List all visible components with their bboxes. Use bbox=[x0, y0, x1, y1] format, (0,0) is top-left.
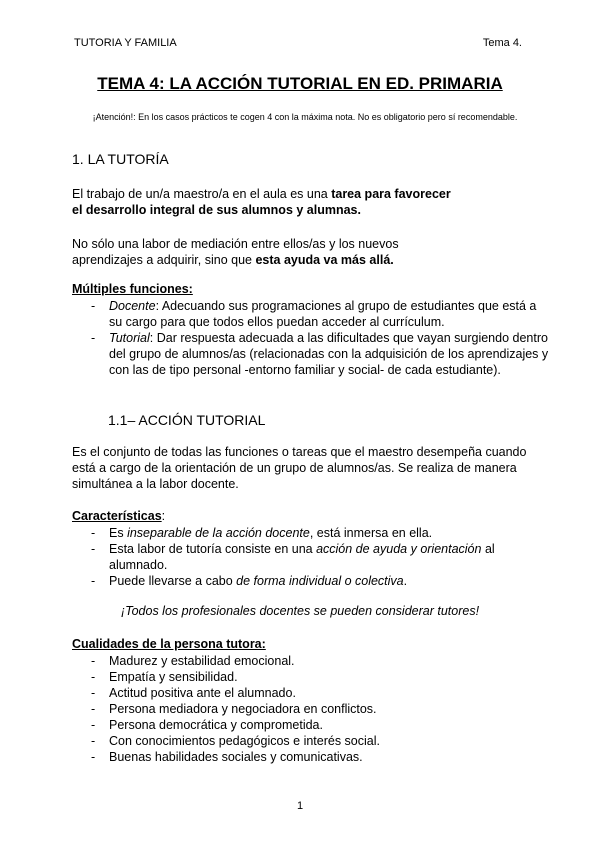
funciones-list bbox=[72, 298, 552, 378]
paragraph-text: No sólo una labor de mediación entre ellos/as y los nuevos bbox=[72, 237, 399, 251]
tutors-quote: ¡Todos los profesionales docentes se pueden considerar tutores! bbox=[120, 604, 480, 618]
list-dash: - bbox=[91, 654, 96, 668]
list-dash: - bbox=[91, 526, 96, 540]
list-dash: - bbox=[91, 702, 96, 716]
list-dash: - bbox=[91, 542, 96, 556]
list-item bbox=[72, 701, 552, 717]
item-text: Esta labor de tutoría consiste en una bbox=[109, 542, 317, 556]
subheading-funciones: Múltiples funciones: bbox=[72, 282, 193, 296]
list-dash: - bbox=[91, 734, 96, 748]
list-item bbox=[72, 685, 552, 701]
header-left: TUTORIA Y FAMILIA bbox=[74, 37, 177, 49]
subheading-caracteristicas-wrap bbox=[72, 509, 165, 523]
item-text: Puede llevarse a cabo bbox=[109, 574, 237, 588]
list-dash: - bbox=[91, 670, 96, 684]
subheading-caracteristicas: Características bbox=[72, 509, 162, 523]
paragraph-bold: tarea para favorecer bbox=[331, 187, 451, 201]
item-text: : Dar respuesta adecuada a las dificultades que vayan surgiendo dentro del grupo de alumnos/as (relacionadas con la adquisición de los aprendizajes y con las de tipo personal -entorno familiar y social- de cada estudiante). bbox=[109, 331, 549, 377]
subheading-colon: : bbox=[161, 509, 166, 523]
list-item bbox=[72, 669, 552, 685]
item-text: Actitud positiva ante el alumnado. bbox=[109, 686, 296, 700]
list-item bbox=[72, 653, 552, 669]
attention-note: ¡Atención!: En los casos prácticos te cogen 4 con la máxima nota. No es obligatorio pero sí recomendable. bbox=[92, 112, 518, 122]
list-dash: - bbox=[91, 299, 96, 313]
item-text: Empatía y sensibilidad. bbox=[109, 670, 238, 684]
list-dash: - bbox=[91, 331, 96, 345]
item-text: : Adecuando sus programaciones al grupo de estudiantes que está a su cargo para que todos ellos puedan acceder al currículum. bbox=[109, 299, 537, 329]
paragraph-trabajo bbox=[72, 186, 542, 218]
item-text: , está inmersa en ella. bbox=[309, 526, 433, 540]
paragraph-mediacion bbox=[72, 236, 542, 268]
caracteristicas-list bbox=[72, 525, 552, 589]
section-heading-accion-tutorial: 1.1– ACCIÓN TUTORIAL bbox=[108, 412, 266, 428]
item-text: Con conocimientos pedagógicos e interés social. bbox=[109, 734, 380, 748]
document-title: TEMA 4: LA ACCIÓN TUTORIAL EN ED. PRIMARIA bbox=[97, 74, 503, 93]
list-item bbox=[72, 541, 552, 573]
list-dash: - bbox=[91, 718, 96, 732]
paragraph-text: aprendizajes a adquirir, sino que bbox=[72, 253, 256, 267]
list-item bbox=[72, 525, 552, 541]
item-text: al alumnado. bbox=[109, 542, 495, 572]
list-item bbox=[72, 298, 552, 330]
paragraph-text: El trabajo de un/a maestro/a en el aula es una bbox=[72, 187, 332, 201]
item-italic: inseparable de la acción docente bbox=[127, 526, 310, 540]
cualidades-list bbox=[72, 653, 552, 765]
item-text: Madurez y estabilidad emocional. bbox=[109, 654, 295, 668]
item-text: Es bbox=[109, 526, 128, 540]
list-item bbox=[72, 330, 552, 378]
page-number: 1 bbox=[296, 800, 304, 812]
item-term: Docente bbox=[109, 299, 156, 313]
paragraph-bold: el desarrollo integral de sus alumnos y alumnas. bbox=[72, 203, 361, 217]
item-text: Persona mediadora y negociadora en conflictos. bbox=[109, 702, 377, 716]
list-dash: - bbox=[91, 574, 96, 588]
list-item bbox=[72, 717, 552, 733]
list-item bbox=[72, 733, 552, 749]
subheading-cualidades: Cualidades de la persona tutora: bbox=[72, 637, 266, 651]
header-right: Tema 4. bbox=[482, 37, 522, 49]
paragraph-conjunto: Es el conjunto de todas las funciones o tareas que el maestro desempeña cuando está a cargo de la orientación de un grupo de alumnos/as. Se realiza de manera simultánea a la labor docente. bbox=[72, 445, 527, 491]
list-dash: - bbox=[91, 686, 96, 700]
item-term: Tutorial bbox=[109, 331, 150, 345]
paragraph-bold: esta ayuda va más allá. bbox=[255, 253, 394, 267]
item-text: Buenas habilidades sociales y comunicativas. bbox=[109, 750, 363, 764]
section-heading-tutoria: 1. LA TUTORÍA bbox=[72, 151, 169, 167]
item-text: Persona democrática y comprometida. bbox=[109, 718, 323, 732]
list-dash: - bbox=[91, 750, 96, 764]
item-italic: de forma individual o colectiva bbox=[236, 574, 404, 588]
item-italic: acción de ayuda y orientación bbox=[316, 542, 482, 556]
item-text: . bbox=[403, 574, 408, 588]
list-item bbox=[72, 573, 552, 589]
list-item bbox=[72, 749, 552, 765]
